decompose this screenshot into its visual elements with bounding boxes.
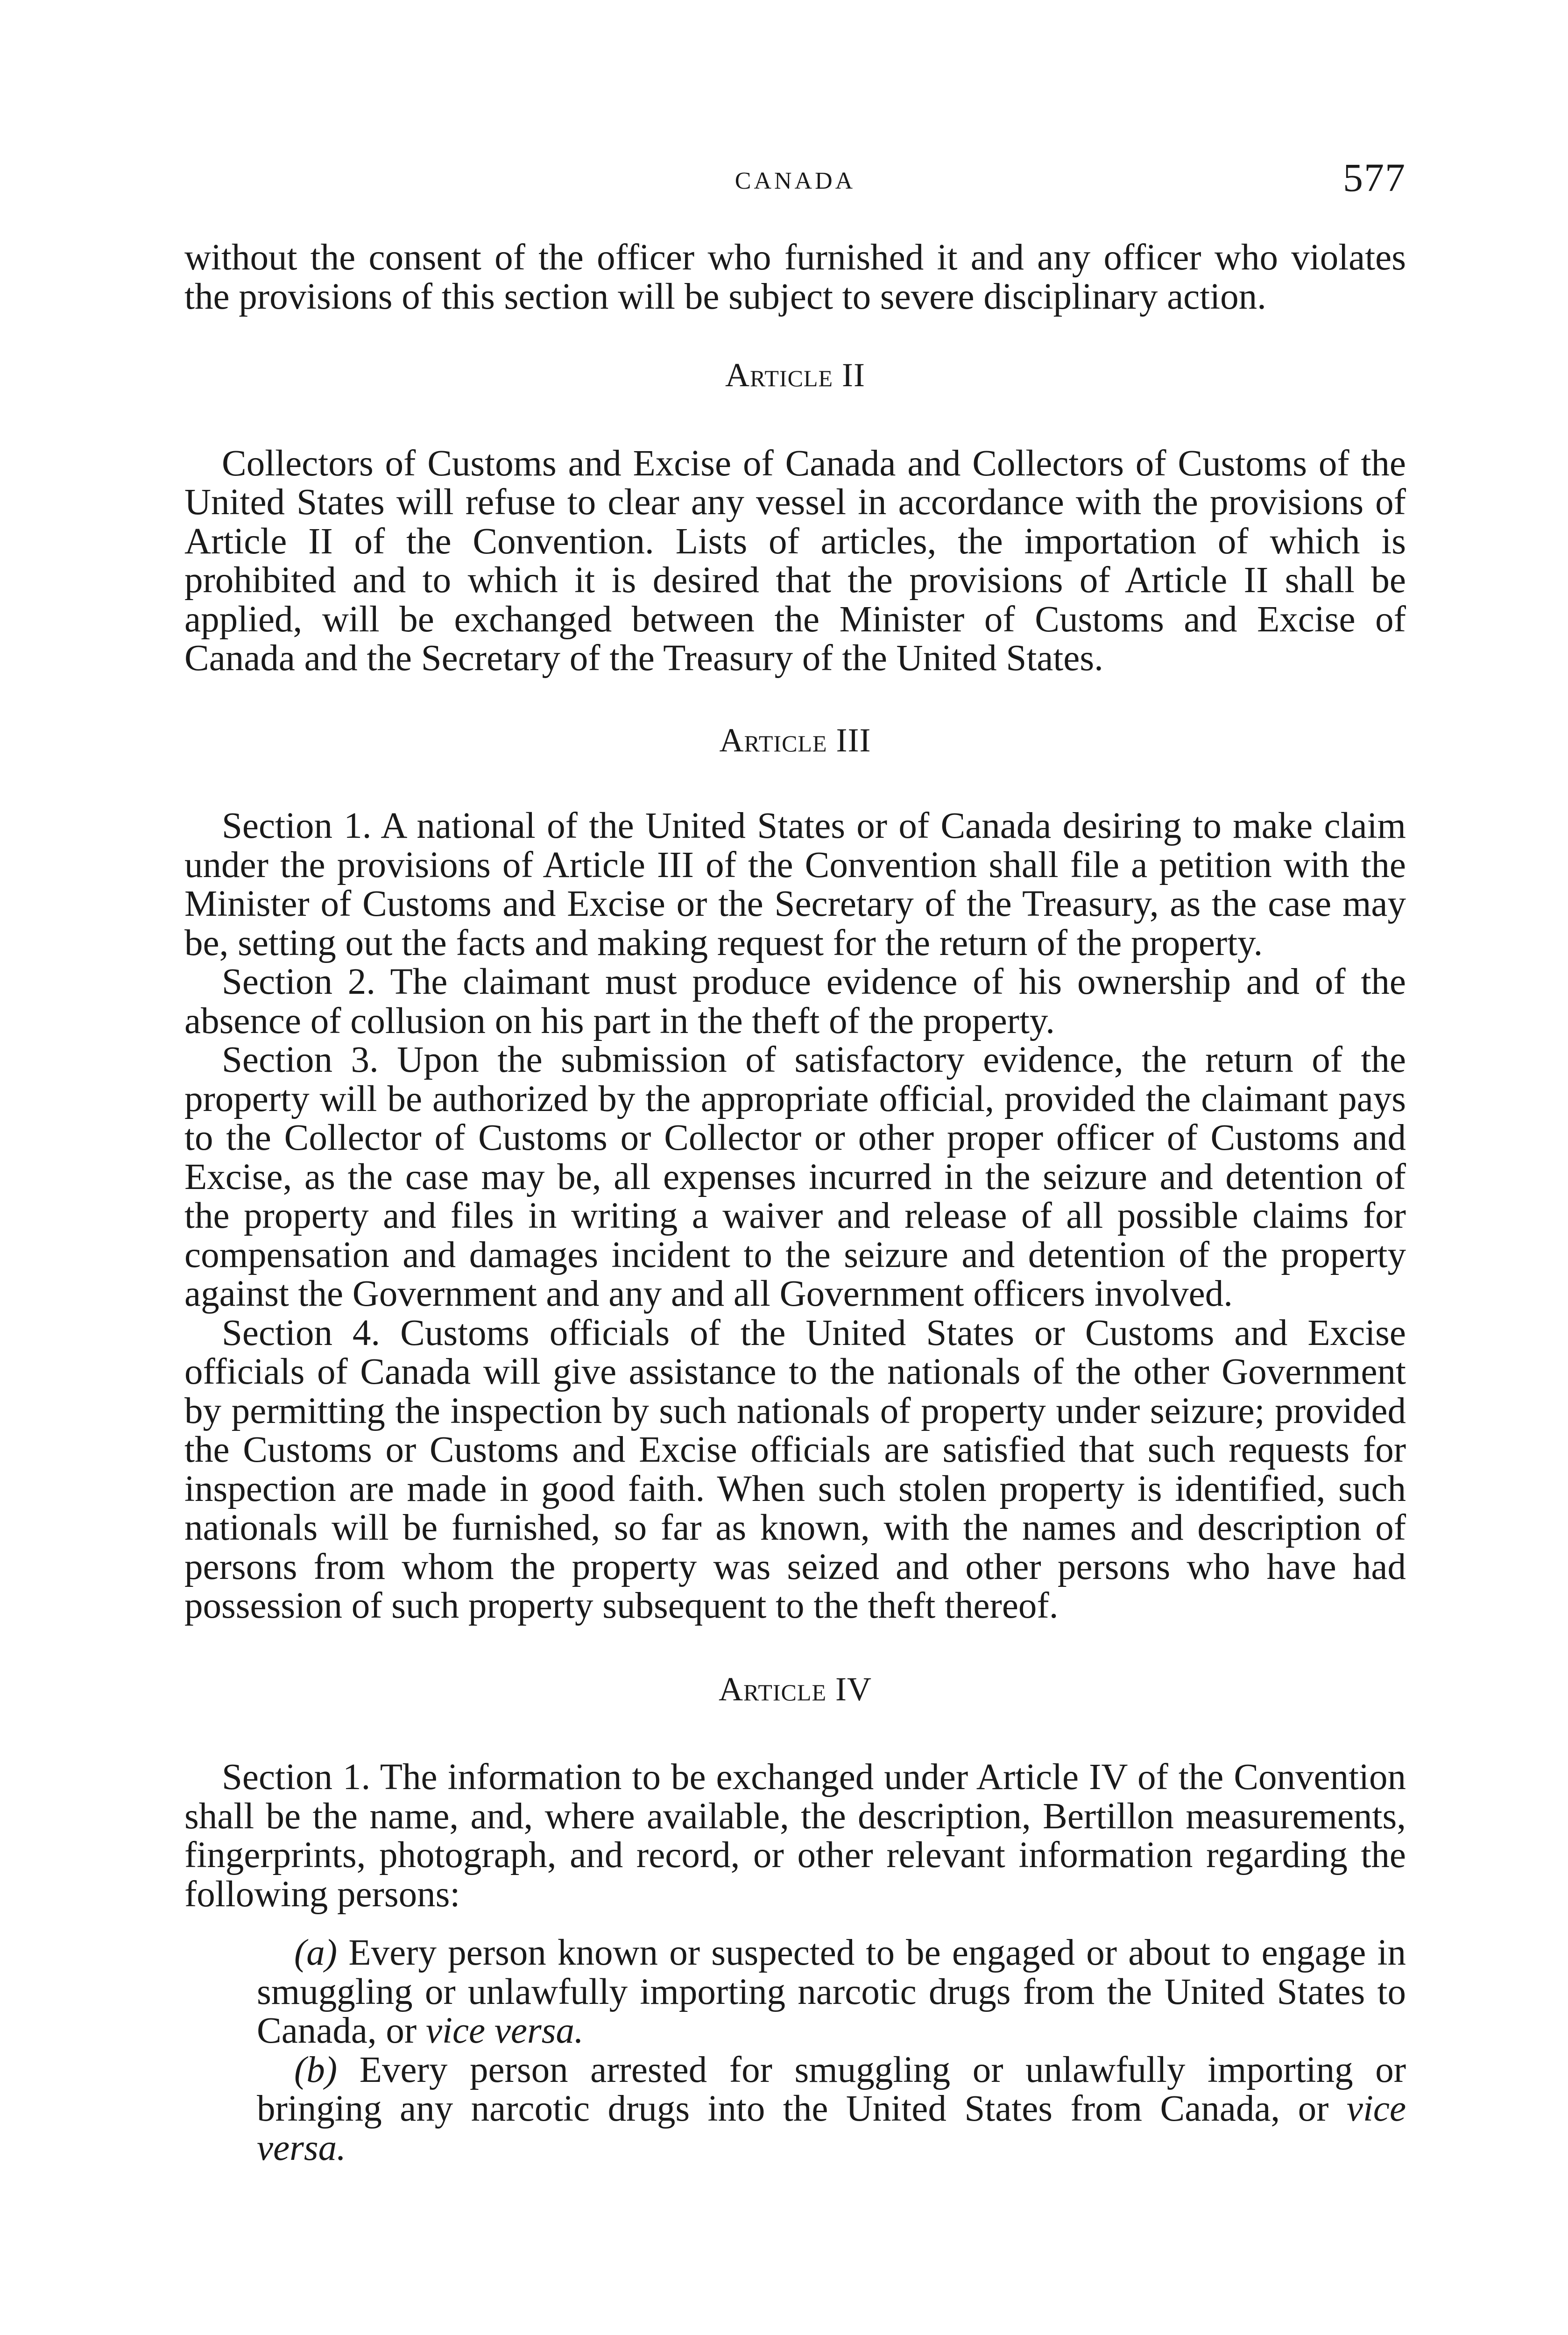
article-3-section-2: Section 2. The claimant must produce evidence of his ownership and of the absence of collusion on his part in the theft of the property. (184, 962, 1406, 1041)
list-item-b-marker: (b) (294, 2049, 338, 2090)
article-3-section-3: Section 3. Upon the submission of satisfactory evidence, the return of the property will be authorized by the appropriate official, provided the claimant pays to the Collector of Customs or Collector or other proper officer of Customs and Excise, as the case may be, all expenses incurred in the seizure and detention of the property and files in writing a waiver and release of all possible claims for compensation and damages incident to the seizure and detention of the property against the Government and any and all Government officers involved. (184, 1040, 1406, 1314)
article-4-heading-text: Article IV (719, 1670, 872, 1708)
article-3-section-1: Section 1. A national of the United States or of Canada desiring to make claim under the provisions of Article III of the Convention shall file a petition with the Minister of Customs and Excise or the Secretary of the Treasury, as the case may be, setting out the facts and making request for the return of the property. (184, 806, 1406, 963)
article-2-paragraph: Collectors of Customs and Excise of Canada and Collectors of Customs of the United States will refuse to clear any vessel in accordance with the provisions of Article II of the Convention. Lists of articles, the importation of which is prohibited and to which it is desired that the provisions of Article II shall be applied, will be exchanged between the Minister of Customs and Excise of Canada and the Secretary of the Treasury of the United States. (184, 443, 1406, 679)
spacer (184, 1914, 1406, 1933)
list-item-b-body: Every person arrested for smuggling or unlawfully importing or bringing any narcotic drugs into the United States from Canada, or (257, 2049, 1406, 2129)
article-2-heading-text: Article II (725, 356, 865, 394)
article-2-heading (184, 356, 1406, 395)
page-number: 577 (1343, 155, 1406, 200)
list-item-a-text (257, 1933, 1406, 2051)
article-4-heading (184, 1670, 1406, 1709)
article-3-heading-text: Article III (719, 721, 871, 759)
list-item-b (184, 2051, 1406, 2168)
intro-paragraph: without the consent of the officer who furnished it and any officer who violates the provisions of this section will be subject to severe disciplinary action. (184, 237, 1406, 317)
page-header (184, 154, 1406, 201)
list-item-b-tail: vice versa. (257, 2088, 1406, 2168)
article-3-section-4: Section 4. Customs officials of the United States or Customs and Excise officials of Canada will give assistance to the nationals of the other Government by permitting the inspection by such nationals of property under seizure; provided the Customs or Customs and Excise officials are satisfied that such requests for inspection are made in good faith. When such stolen property is identified, such nationals will be furnished, so far as known, with the names and description of persons from whom the property was seized and other persons who have had possession of such property subsequent to the theft thereof. (184, 1312, 1406, 1626)
running-head: CANADA (735, 168, 856, 194)
list-item-a-marker: (a) (294, 1932, 338, 1973)
list-item-a (184, 1933, 1406, 2051)
document-body (184, 238, 1406, 2167)
list-item-a-body: Every person known or suspected to be engaged or about to engage in smuggling or unlawfully importing narcotic drugs from the United States to Canada, or (257, 1932, 1406, 2051)
list-item-a-tail: vice versa. (425, 2010, 584, 2051)
article-3-heading (184, 721, 1406, 760)
list-item-b-text (257, 2051, 1406, 2168)
article-4-section-1: Section 1. The information to be exchanged under Article IV of the Convention shall be the name, and, where available, the description, Bertillon measurements, fingerprints, photograph, and record, or other relevant information regarding the following persons: (184, 1757, 1406, 1915)
